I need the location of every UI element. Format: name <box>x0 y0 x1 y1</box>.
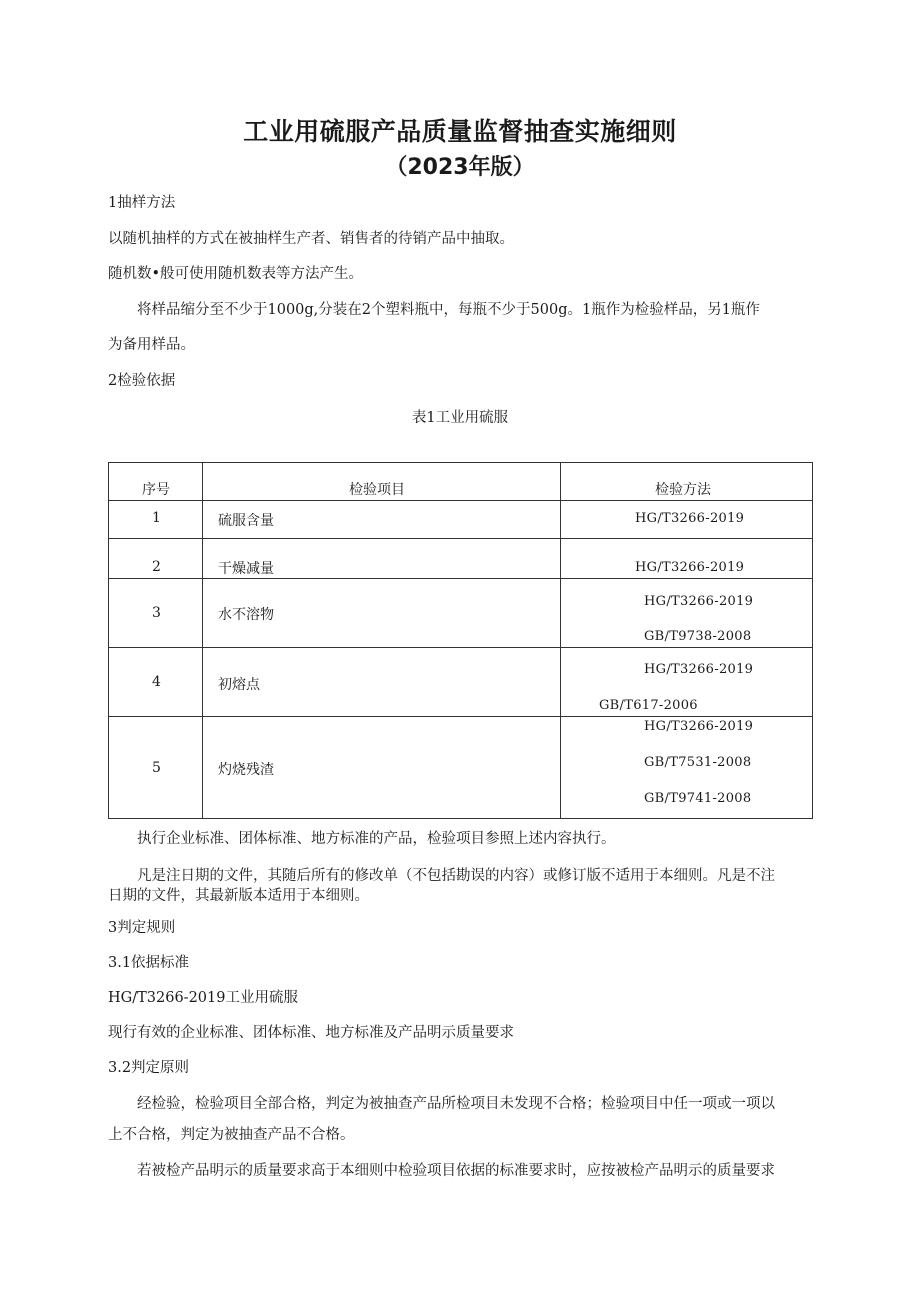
row-method: HG/T3266-2019 <box>644 719 754 734</box>
paragraph: 若被检产品明示的质量要求高于本细则中检验项目依据的标准要求时，应按被检产品明示的质量要求 <box>137 1163 775 1179</box>
table-header-no: 序号 <box>142 482 170 498</box>
row-item: 初熔点 <box>218 677 260 693</box>
row-method: GB/T7531-2008 <box>644 755 752 770</box>
table-caption: 表1工业用硫服 <box>411 410 509 426</box>
paragraph: 上不合格，判定为被抽查产品不合格。 <box>108 1127 355 1143</box>
paragraph: 将样品缩分至不少于1000g,分装在2个塑料瓶中，每瓶不少于500g。1瓶作为检验样品，另1瓶作 <box>137 302 760 318</box>
document-title: 工业用硫服产品质量监督抽查实施细则 <box>243 117 677 146</box>
section-2-heading: 2检验依据 <box>108 373 176 389</box>
row-method: HG/T3266-2019 <box>635 560 745 575</box>
row-no: 2 <box>152 559 161 575</box>
row-no: 1 <box>152 510 161 526</box>
paragraph: 执行企业标准、团体标准、地方标准的产品，检验项目参照上述内容执行。 <box>137 831 616 847</box>
row-item: 水不溶物 <box>218 607 274 623</box>
paragraph: 现行有效的企业标准、团体标准、地方标准及产品明示质量要求 <box>108 1025 514 1041</box>
paragraph: 日期的文件，其最新版本适用于本细则。 <box>108 888 369 904</box>
paragraph: 经检验，检验项目全部合格，判定为被抽查产品所检项目未发现不合格；检验项目中任一项或一项以 <box>137 1096 775 1112</box>
paragraph: 随机数•般可使用随机数表等方法产生。 <box>108 266 364 282</box>
row-item: 干燥减量 <box>218 561 274 577</box>
document-subtitle: （2023年版） <box>385 155 535 180</box>
section-3-2-heading: 3.2判定原则 <box>108 1060 190 1076</box>
row-method: GB/T617-2006 <box>599 698 698 713</box>
inspection-table <box>108 462 813 819</box>
paragraph: 为备用样品。 <box>108 337 195 353</box>
row-method: HG/T3266-2019 <box>644 594 754 609</box>
row-method: HG/T3266-2019 <box>644 662 754 677</box>
section-3-heading: 3判定规则 <box>108 920 176 936</box>
standard-reference: HG/T3266-2019工业用硫服 <box>108 990 298 1006</box>
row-item: 硫服含量 <box>218 513 274 529</box>
row-item: 灼烧残渣 <box>218 762 274 778</box>
row-no: 5 <box>152 760 161 776</box>
row-method: GB/T9741-2008 <box>644 791 752 806</box>
row-method: GB/T9738-2008 <box>644 629 752 644</box>
table-header-method: 检验方法 <box>655 482 711 498</box>
section-3-1-heading: 3.1依据标准 <box>108 955 190 971</box>
row-method: HG/T3266-2019 <box>635 511 745 526</box>
row-no: 4 <box>152 674 161 690</box>
paragraph: 以随机抽样的方式在被抽样生产者、销售者的待销产品中抽取。 <box>108 231 514 247</box>
row-no: 3 <box>152 605 161 621</box>
paragraph: 凡是注日期的文件，其随后所有的修改单（不包括勘误的内容）或修订版不适用于本细则。凡是不注 <box>137 868 775 884</box>
section-1-heading: 1抽样方法 <box>108 195 176 211</box>
table-header-item: 检验项目 <box>349 482 405 498</box>
